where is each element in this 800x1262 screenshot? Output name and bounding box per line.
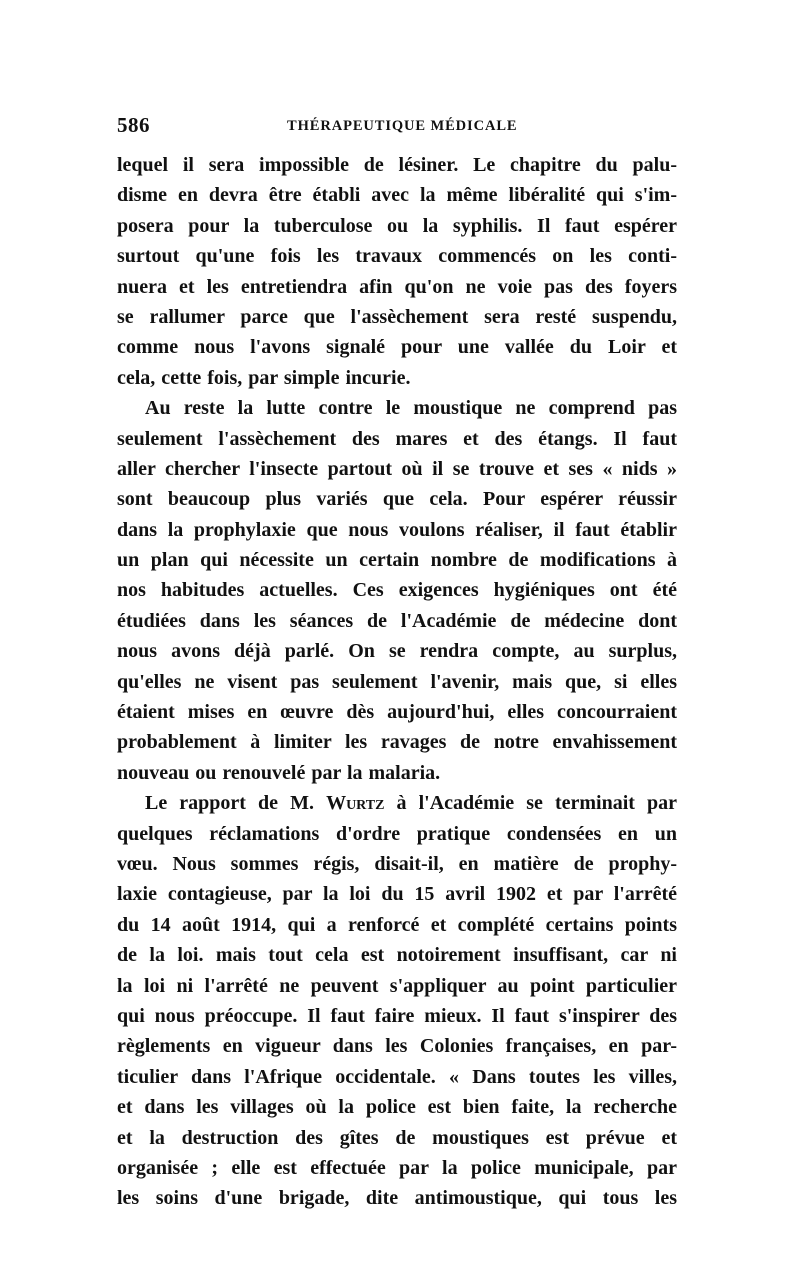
text-line: du 14 août 1914, qui a renforcé et complété certains points bbox=[117, 913, 677, 936]
text-line: quelques réclamations d'ordre pratique condensées en un bbox=[117, 822, 677, 845]
text-line: de la loi. mais tout cela est notoirement insuffisant, car ni bbox=[117, 944, 677, 967]
text-line: probablement à limiter les ravages de notre envahissement bbox=[117, 731, 677, 754]
text-line: se rallumer parce que l'assèchement sera resté suspendu, bbox=[117, 305, 677, 328]
text-line: comme nous l'avons signalé pour une vallée du Loir et bbox=[117, 336, 677, 359]
page-number: 586 bbox=[117, 113, 150, 137]
text-line: règlements en vigueur dans les Colonies françaises, en par- bbox=[117, 1035, 677, 1058]
text-line: ticulier dans l'Afrique occidentale. « Dans toutes les villes, bbox=[117, 1065, 677, 1088]
text-line: étaient mises en œuvre dès aujourd'hui, elles concourraient bbox=[117, 701, 677, 724]
body-text bbox=[117, 150, 677, 1214]
text-line: les soins d'une brigade, dite antimoustique, qui tous les bbox=[117, 1187, 677, 1210]
text-line: organisée ; elle est effectuée par la police municipale, par bbox=[117, 1156, 677, 1179]
text-line: la loi ni l'arrêté ne peuvent s'appliquer au point particulier bbox=[117, 974, 677, 997]
text-line: seulement l'assèchement des mares et des étangs. Il faut bbox=[117, 427, 677, 450]
text-line: aller chercher l'insecte partout où il se trouve et ses « nids » bbox=[117, 457, 677, 480]
text-segment: à l'Académie se terminait par bbox=[396, 792, 677, 815]
text-line: surtout qu'une fois les travaux commencés on les conti- bbox=[117, 245, 677, 268]
text-line: qu'elles ne visent pas seulement l'avenir, mais que, si elles bbox=[117, 670, 677, 693]
author-name: Wurtz bbox=[326, 792, 385, 815]
text-line: et la destruction des gîtes de moustiques est prévue et bbox=[117, 1126, 677, 1149]
text-line: nuera et les entretiendra afin qu'on ne voie pas des foyers bbox=[117, 275, 677, 298]
text-line: et dans les villages où la police est bien faite, la recherche bbox=[117, 1096, 677, 1119]
text-line: posera pour la tuberculose ou la syphilis. Il faut espérer bbox=[117, 214, 677, 237]
text-line: disme en devra être établi avec la même libéralité qui s'im- bbox=[117, 184, 677, 207]
text-line: nous avons déjà parlé. On se rendra compte, au surplus, bbox=[117, 640, 677, 663]
text-line: qui nous préoccupe. Il faut faire mieux. Il faut s'inspirer des bbox=[117, 1004, 677, 1027]
running-title: THÉRAPEUTIQUE MÉDICALE bbox=[287, 118, 518, 134]
paragraph-start-line bbox=[117, 788, 677, 818]
text-line: laxie contagieuse, par la loi du 15 avril 1902 et par l'arrêté bbox=[117, 883, 677, 906]
text-line: étudiées dans les séances de l'Académie de médecine dont bbox=[117, 609, 677, 632]
text-segment: Le rapport de M. bbox=[145, 792, 314, 815]
paragraph-start-line: Au reste la lutte contre le moustique ne comprend pas bbox=[145, 397, 677, 420]
text-line: vœu. Nous sommes régis, disait-il, en matière de prophy- bbox=[117, 852, 677, 875]
text-line: sont beaucoup plus variés que cela. Pour espérer réussir bbox=[117, 488, 677, 511]
text-line: un plan qui nécessite un certain nombre de modifications à bbox=[117, 549, 677, 572]
text-line: lequel il sera impossible de lésiner. Le chapitre du palu- bbox=[117, 154, 677, 176]
text-line: dans la prophylaxie que nous voulons réaliser, il faut établir bbox=[117, 518, 677, 541]
text-line: nouveau ou renouvelé par la malaria. bbox=[117, 761, 441, 784]
text-line: nos habitudes actuelles. Ces exigences hygiéniques ont été bbox=[117, 579, 677, 602]
text-line: cela, cette fois, par simple incurie. bbox=[117, 366, 411, 389]
running-head bbox=[117, 113, 677, 143]
